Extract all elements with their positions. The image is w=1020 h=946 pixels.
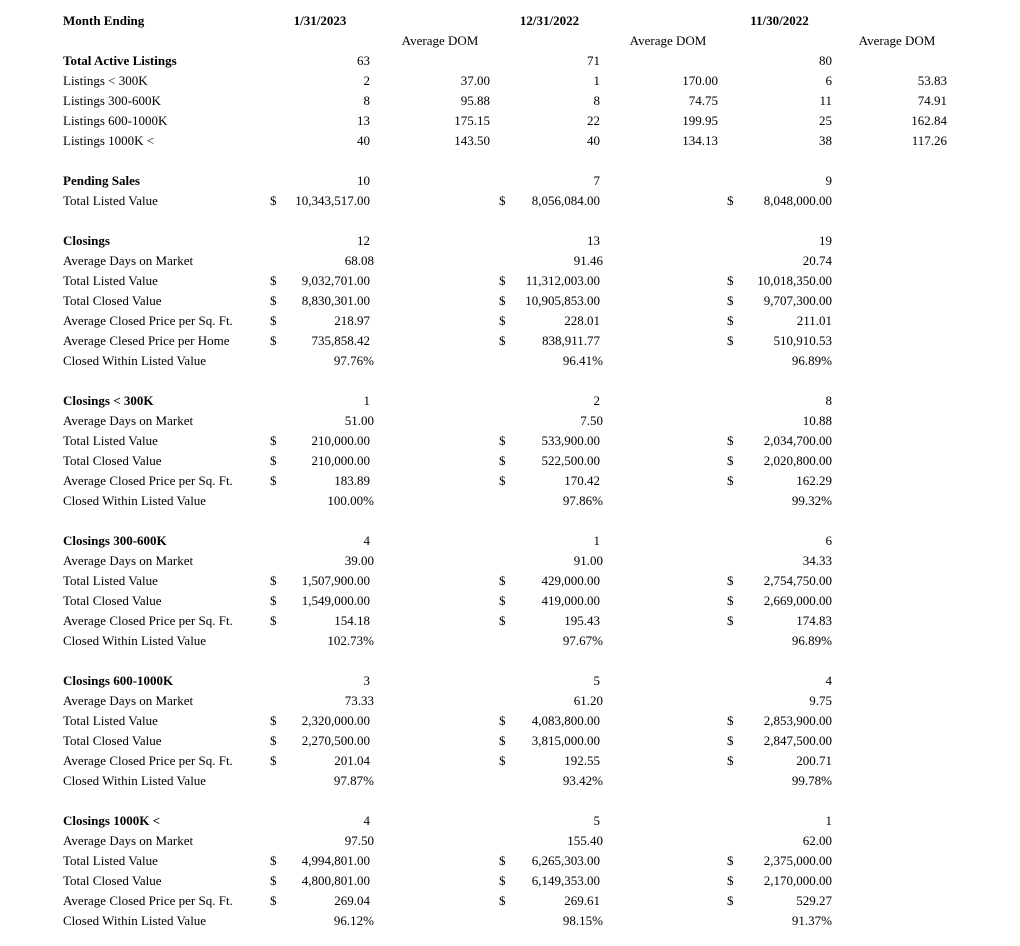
metric-value: 97.76% [333, 353, 374, 368]
row-label: Total Listed Value [63, 853, 158, 868]
row-label: Listings 600-1000K [63, 113, 168, 128]
metric-value: 10.88 [802, 413, 832, 428]
metric-row [0, 851, 1020, 871]
metric-value: 93.42% [562, 773, 603, 788]
metric-value: 162.29 [796, 473, 832, 488]
section-title: Closings 300-600K [63, 533, 167, 548]
closing-count: 5 [593, 673, 600, 688]
metric-value: 7.50 [580, 413, 603, 428]
listing-count: 2 [363, 73, 370, 88]
listing-count: 11 [819, 93, 832, 108]
total-value: 63 [357, 53, 370, 68]
currency-sign: $ [499, 293, 506, 308]
period-header: 1/31/2023 [293, 13, 347, 28]
currency-sign: $ [727, 873, 734, 888]
avg-dom-value: 175.15 [454, 113, 490, 128]
metric-value: 1,549,000.00 [301, 593, 370, 608]
metric-value: 91.00 [573, 553, 603, 568]
currency-sign: $ [727, 273, 734, 288]
currency-sign: $ [499, 193, 506, 208]
metric-value: 522,500.00 [541, 453, 600, 468]
row-label: Total Closed Value [63, 293, 162, 308]
closing-count: 5 [593, 813, 600, 828]
closing-count: 1 [593, 533, 600, 548]
metric-value: 97.87% [333, 773, 374, 788]
avg-dom-value: 134.13 [682, 133, 718, 148]
currency-sign: $ [727, 453, 734, 468]
metric-value: 419,000.00 [541, 593, 600, 608]
currency-sign: $ [727, 473, 734, 488]
money-value: 8,048,000.00 [763, 193, 832, 208]
currency-sign: $ [270, 293, 277, 308]
metric-value: 73.33 [344, 693, 374, 708]
metric-value: 20.74 [802, 253, 832, 268]
metric-value: 4,083,800.00 [531, 713, 600, 728]
metric-value: 269.04 [334, 893, 370, 908]
closing-count: 13 [587, 233, 600, 248]
listing-band-row [0, 71, 1020, 91]
metric-value: 68.08 [344, 253, 374, 268]
avg-dom-header: Average DOM [858, 33, 936, 48]
metric-value: 8,830,301.00 [301, 293, 370, 308]
listing-count: 6 [825, 73, 832, 88]
metric-row [0, 591, 1020, 611]
avg-dom-value: 74.91 [917, 93, 947, 108]
closing-count: 6 [825, 533, 832, 548]
row-label: Total Listed Value [63, 573, 158, 588]
avg-dom-header-row [0, 31, 1020, 51]
currency-sign: $ [270, 473, 277, 488]
avg-dom-value: 53.83 [917, 73, 947, 88]
metric-value: 61.20 [573, 693, 603, 708]
metric-row [0, 471, 1020, 491]
metric-value: 4,994,801.00 [301, 853, 370, 868]
metric-value: 99.78% [791, 773, 832, 788]
metric-row [0, 451, 1020, 471]
currency-sign: $ [499, 853, 506, 868]
row-label: Closed Within Listed Value [63, 633, 207, 648]
row-label: Total Closed Value [63, 593, 162, 608]
currency-sign: $ [727, 573, 734, 588]
metric-row [0, 751, 1020, 771]
currency-sign: $ [499, 753, 506, 768]
avg-dom-value: 95.88 [460, 93, 490, 108]
row-label: Listings 300-600K [63, 93, 161, 108]
metric-row [0, 571, 1020, 591]
currency-sign: $ [499, 333, 506, 348]
row-label: Average Closed Price per Sq. Ft. [63, 753, 233, 768]
currency-sign: $ [499, 433, 506, 448]
currency-sign: $ [499, 313, 506, 328]
metric-row [0, 311, 1020, 331]
metric-row [0, 771, 1020, 791]
currency-sign: $ [727, 613, 734, 628]
closing-count: 19 [819, 233, 832, 248]
metric-value: 429,000.00 [541, 573, 600, 588]
currency-sign: $ [499, 593, 506, 608]
metric-value: 228.01 [564, 313, 600, 328]
currency-sign: $ [499, 453, 506, 468]
metric-row [0, 891, 1020, 911]
metric-value: 170.42 [564, 473, 600, 488]
metric-value: 529.27 [796, 893, 832, 908]
currency-sign: $ [499, 713, 506, 728]
metric-value: 2,320,000.00 [301, 713, 370, 728]
listing-count: 40 [357, 133, 370, 148]
total-value: 80 [819, 53, 832, 68]
row-label: Closed Within Listed Value [63, 773, 207, 788]
listing-count: 8 [363, 93, 370, 108]
metric-value: 192.55 [564, 753, 600, 768]
currency-sign: $ [270, 273, 277, 288]
currency-sign: $ [270, 713, 277, 728]
pending-listed-row [0, 191, 1020, 211]
metric-row [0, 491, 1020, 511]
currency-sign: $ [499, 733, 506, 748]
metric-row [0, 731, 1020, 751]
metric-value: 2,847,500.00 [763, 733, 832, 748]
metric-value: 9,032,701.00 [301, 273, 370, 288]
header-row [0, 11, 1020, 31]
metric-value: 91.37% [791, 913, 832, 928]
listing-count: 13 [357, 113, 370, 128]
listing-band-row [0, 131, 1020, 151]
metric-value: 735,858.42 [311, 333, 370, 348]
metric-value: 201.04 [334, 753, 370, 768]
currency-sign: $ [499, 613, 506, 628]
avg-dom-header: Average DOM [629, 33, 707, 48]
metric-row [0, 291, 1020, 311]
metric-value: 97.50 [344, 833, 374, 848]
row-label: Total Closed Value [63, 453, 162, 468]
metric-value: 98.15% [562, 913, 603, 928]
section-title: Total Active Listings [63, 53, 177, 68]
metric-value: 39.00 [344, 553, 374, 568]
row-label: Average Closed Price per Sq. Ft. [63, 313, 233, 328]
currency-sign: $ [270, 453, 277, 468]
pending-total-row [0, 171, 1020, 191]
metric-row [0, 411, 1020, 431]
metric-value: 154.18 [334, 613, 370, 628]
closings-total-row [0, 531, 1020, 551]
currency-sign: $ [727, 313, 734, 328]
currency-sign: $ [727, 593, 734, 608]
closing-count: 8 [825, 393, 832, 408]
row-label: Average Closed Price per Sq. Ft. [63, 893, 233, 908]
avg-dom-value: 117.26 [911, 133, 947, 148]
metric-value: 97.86% [562, 493, 603, 508]
metric-value: 210,000.00 [311, 453, 370, 468]
metric-value: 96.41% [562, 353, 603, 368]
metric-value: 2,270,500.00 [301, 733, 370, 748]
total-value: 10 [357, 173, 370, 188]
metric-value: 200.71 [796, 753, 832, 768]
closings-total-row [0, 811, 1020, 831]
metric-row [0, 551, 1020, 571]
closing-count: 4 [363, 533, 370, 548]
row-label: Average Days on Market [63, 693, 194, 708]
metric-row [0, 351, 1020, 371]
metric-value: 2,669,000.00 [763, 593, 832, 608]
closings-total-row [0, 231, 1020, 251]
currency-sign: $ [727, 293, 734, 308]
metric-value: 269.61 [564, 893, 600, 908]
metric-value: 97.67% [562, 633, 603, 648]
metric-row [0, 331, 1020, 351]
metric-row [0, 911, 1020, 931]
currency-sign: $ [270, 573, 277, 588]
avg-dom-value: 162.84 [911, 113, 947, 128]
currency-sign: $ [270, 733, 277, 748]
metric-value: 34.33 [802, 553, 832, 568]
money-value: 8,056,084.00 [531, 193, 600, 208]
total-value: 7 [593, 173, 600, 188]
metric-row [0, 691, 1020, 711]
section-title: Closings 1000K < [63, 813, 160, 828]
closing-count: 1 [363, 393, 370, 408]
metric-value: 3,815,000.00 [531, 733, 600, 748]
metric-value: 96.89% [791, 633, 832, 648]
listing-band-row [0, 91, 1020, 111]
total-value: 9 [825, 173, 832, 188]
row-label: Listings 1000K < [63, 133, 155, 148]
metric-row [0, 831, 1020, 851]
closings-total-row [0, 391, 1020, 411]
avg-dom-value: 37.00 [460, 73, 490, 88]
section-title: Closings 600-1000K [63, 673, 174, 688]
listing-band-row [0, 111, 1020, 131]
money-value: 10,343,517.00 [295, 193, 370, 208]
currency-sign: $ [499, 473, 506, 488]
currency-sign: $ [727, 433, 734, 448]
row-label: Average Closed Price per Sq. Ft. [63, 473, 233, 488]
currency-sign: $ [499, 573, 506, 588]
metric-value: 2,853,900.00 [763, 713, 832, 728]
listing-count: 22 [587, 113, 600, 128]
row-label: Average Clesed Price per Home [63, 333, 230, 348]
closings-total-row [0, 671, 1020, 691]
metric-value: 838,911.77 [541, 333, 600, 348]
currency-sign: $ [270, 313, 277, 328]
avg-dom-value: 143.50 [454, 133, 490, 148]
currency-sign: $ [270, 873, 277, 888]
closing-count: 2 [593, 393, 600, 408]
metric-value: 1,507,900.00 [301, 573, 370, 588]
listing-count: 1 [593, 73, 600, 88]
period-header: 12/31/2022 [519, 13, 580, 28]
metric-value: 155.40 [567, 833, 603, 848]
listing-count: 40 [587, 133, 600, 148]
metric-row [0, 251, 1020, 271]
listing-count: 25 [819, 113, 832, 128]
metric-row [0, 711, 1020, 731]
currency-sign: $ [270, 853, 277, 868]
metric-value: 533,900.00 [541, 433, 600, 448]
metric-value: 2,754,750.00 [763, 573, 832, 588]
total-value: 71 [587, 53, 600, 68]
currency-sign: $ [727, 853, 734, 868]
metric-value: 102.73% [327, 633, 374, 648]
currency-sign: $ [727, 733, 734, 748]
closing-count: 4 [363, 813, 370, 828]
metric-value: 9,707,300.00 [763, 293, 832, 308]
currency-sign: $ [727, 193, 734, 208]
metric-value: 6,149,353.00 [531, 873, 600, 888]
metric-value: 91.46 [573, 253, 603, 268]
row-label: Average Closed Price per Sq. Ft. [63, 613, 233, 628]
row-label: Average Days on Market [63, 413, 194, 428]
currency-sign: $ [499, 273, 506, 288]
currency-sign: $ [727, 713, 734, 728]
row-label: Closed Within Listed Value [63, 493, 207, 508]
metric-row [0, 871, 1020, 891]
metric-value: 2,020,800.00 [763, 453, 832, 468]
row-label: Total Listed Value [63, 193, 158, 208]
currency-sign: $ [727, 753, 734, 768]
metric-value: 2,170,000.00 [763, 873, 832, 888]
avg-dom-value: 199.95 [682, 113, 718, 128]
metric-value: 510,910.53 [773, 333, 832, 348]
section-title: Closings < 300K [63, 393, 154, 408]
section-title: Closings [63, 233, 110, 248]
currency-sign: $ [270, 433, 277, 448]
metric-row [0, 611, 1020, 631]
closing-count: 1 [825, 813, 832, 828]
metric-value: 10,905,853.00 [525, 293, 600, 308]
metric-value: 11,312,003.00 [525, 273, 600, 288]
row-label: Total Listed Value [63, 713, 158, 728]
currency-sign: $ [727, 333, 734, 348]
metric-value: 2,375,000.00 [763, 853, 832, 868]
currency-sign: $ [270, 333, 277, 348]
closing-count: 12 [357, 233, 370, 248]
metric-value: 99.32% [791, 493, 832, 508]
currency-sign: $ [270, 753, 277, 768]
metric-value: 100.00% [327, 493, 374, 508]
active-listings-total-row [0, 51, 1020, 71]
metric-value: 210,000.00 [311, 433, 370, 448]
metric-row [0, 631, 1020, 651]
metric-value: 6,265,303.00 [531, 853, 600, 868]
currency-sign: $ [270, 593, 277, 608]
metric-value: 4,800,801.00 [301, 873, 370, 888]
listing-count: 8 [593, 93, 600, 108]
row-label: Listings < 300K [63, 73, 148, 88]
metric-value: 10,018,350.00 [757, 273, 832, 288]
row-label: Total Listed Value [63, 433, 158, 448]
avg-dom-value: 170.00 [682, 73, 718, 88]
listing-count: 38 [819, 133, 832, 148]
metric-value: 195.43 [564, 613, 600, 628]
currency-sign: $ [727, 893, 734, 908]
avg-dom-value: 74.75 [688, 93, 718, 108]
currency-sign: $ [499, 873, 506, 888]
closing-count: 4 [825, 673, 832, 688]
currency-sign: $ [499, 893, 506, 908]
row-label: Total Listed Value [63, 273, 158, 288]
row-label: Total Closed Value [63, 733, 162, 748]
metric-value: 218.97 [334, 313, 370, 328]
section-title: Pending Sales [63, 173, 140, 188]
metric-value: 62.00 [802, 833, 832, 848]
metric-value: 96.12% [333, 913, 374, 928]
closing-count: 3 [363, 673, 370, 688]
metric-value: 96.89% [791, 353, 832, 368]
metric-value: 51.00 [344, 413, 374, 428]
avg-dom-header: Average DOM [401, 33, 479, 48]
metric-row [0, 271, 1020, 291]
row-label: Closed Within Listed Value [63, 353, 207, 368]
metric-value: 183.89 [334, 473, 370, 488]
metric-value: 9.75 [809, 693, 832, 708]
row-label: Closed Within Listed Value [63, 913, 207, 928]
currency-sign: $ [270, 193, 277, 208]
metric-value: 174.83 [796, 613, 832, 628]
metric-value: 211.01 [796, 313, 832, 328]
row-label: Average Days on Market [63, 253, 194, 268]
header-label: Month Ending [63, 13, 145, 28]
row-label: Average Days on Market [63, 833, 194, 848]
period-header: 11/30/2022 [750, 13, 809, 28]
row-label: Total Closed Value [63, 873, 162, 888]
row-label: Average Days on Market [63, 553, 194, 568]
metric-row [0, 431, 1020, 451]
currency-sign: $ [270, 893, 277, 908]
metric-value: 2,034,700.00 [763, 433, 832, 448]
currency-sign: $ [270, 613, 277, 628]
